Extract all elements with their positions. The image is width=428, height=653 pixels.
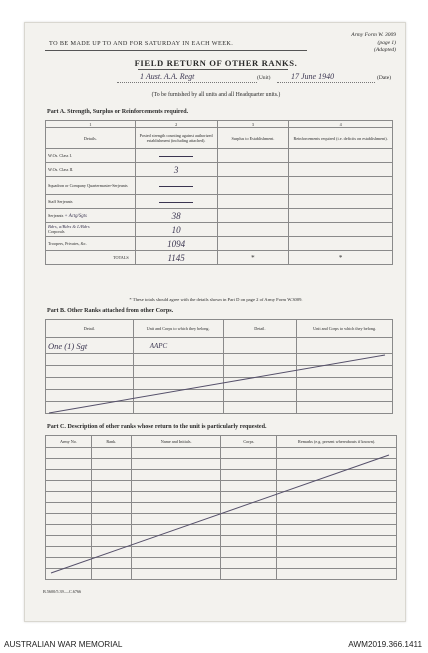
empty-cell [277, 492, 397, 503]
table-row [46, 536, 397, 547]
empty-cell [133, 354, 223, 366]
col-number: 4 [289, 121, 393, 128]
row-label: Serjeants [48, 212, 64, 218]
table-row [46, 459, 397, 470]
col-number: 2 [135, 121, 217, 128]
form-number: Army Form W. 3009 [351, 32, 396, 38]
empty-cell [223, 338, 297, 354]
empty-cell [131, 492, 221, 503]
empty-cell [91, 547, 131, 558]
empty-cell [297, 338, 393, 354]
totals-value: 1145 [135, 251, 217, 265]
empty-cell [91, 470, 131, 481]
empty-cell [289, 149, 393, 163]
table-row [46, 448, 397, 459]
empty-cell [221, 558, 277, 569]
empty-cell [91, 481, 131, 492]
empty-cell [133, 366, 223, 378]
col-header-detail: Detail. [223, 320, 297, 338]
part-c-header-row [46, 436, 397, 448]
empty-cell [91, 558, 131, 569]
part-a-heading: Part A. Strength, Surplus or Reinforcements required. [47, 109, 189, 115]
row-value: 1094 [135, 237, 217, 251]
empty-cell [221, 492, 277, 503]
empty-cell [289, 163, 393, 177]
row-value: 3 [135, 163, 217, 177]
table-row [46, 492, 397, 503]
row-value: 38 [135, 209, 217, 223]
empty-cell [277, 558, 397, 569]
empty-cell [277, 536, 397, 547]
title-underline [138, 69, 288, 70]
col-number: 3 [217, 121, 289, 128]
dash-mark [159, 156, 193, 157]
empty-cell [221, 448, 277, 459]
row-value: 10 [135, 223, 217, 237]
table-row [46, 569, 397, 580]
part-a-footnote: * These totals should agree with the details shown in Part D on page 2 of Army Form W.3009. [129, 297, 303, 302]
empty-cell [46, 514, 92, 525]
empty-cell [46, 558, 92, 569]
empty-cell [46, 547, 92, 558]
unit-value: 1 Aust. A.A. Regt [140, 72, 195, 81]
empty-cell [221, 459, 277, 470]
row-label: Staff Serjeants [46, 195, 136, 209]
row-label: Troopers, Privates, &c. [46, 237, 136, 251]
col-header-posted-strength: Posted strength counting against authorized establishment (including attached). [135, 128, 217, 149]
empty-cell [46, 492, 92, 503]
credit-accession-number: AWM2019.366.1411 [348, 640, 422, 649]
empty-cell [289, 177, 393, 195]
row-label-cell [46, 209, 136, 223]
empty-cell [133, 390, 223, 402]
col-header-remarks: Remarks (e.g. present whereabouts if known). [277, 436, 397, 448]
empty-cell [221, 547, 277, 558]
empty-cell [221, 503, 277, 514]
table-row [46, 390, 393, 402]
empty-cell [46, 390, 134, 402]
empty-cell [297, 354, 393, 366]
table-row [46, 338, 393, 354]
asterisk: * [289, 251, 393, 265]
part-a-col-numbers [46, 121, 393, 128]
col-header-surplus: Surplus to Establishment. [217, 128, 289, 149]
row-label: Corporals [48, 228, 65, 234]
date-dotted-line [277, 82, 375, 83]
empty-cell [277, 547, 397, 558]
top-note: TO BE MADE UP TO AND FOR SATURDAY IN EACH WEEK. [49, 40, 234, 47]
table-row [46, 547, 397, 558]
credit-institution: AUSTRALIAN WAR MEMORIAL [4, 640, 123, 649]
unit-label: (Unit) [257, 75, 271, 81]
col-header-detail: Detail. [46, 320, 134, 338]
empty-cell [91, 514, 131, 525]
empty-cell [221, 525, 277, 536]
part-a-header-row [46, 128, 393, 149]
empty-cell [221, 481, 277, 492]
part-a-table [45, 120, 393, 265]
row-label: Squadron or Company Quartermaster-Serjeants [46, 177, 136, 195]
empty-cell [223, 354, 297, 366]
table-row [46, 558, 397, 569]
empty-cell [221, 536, 277, 547]
table-row [46, 223, 393, 237]
empty-cell [297, 366, 393, 378]
empty-cell [131, 470, 221, 481]
table-row [46, 514, 397, 525]
form-adapted: (Adapted) [374, 47, 396, 53]
row-label-cell [46, 223, 136, 237]
form-sheet [24, 22, 406, 622]
empty-cell [221, 514, 277, 525]
table-row [46, 163, 393, 177]
totals-label: TOTALS [46, 251, 136, 265]
row-label-handwritten: + Actg/Sgts [64, 213, 87, 219]
empty-cell [91, 569, 131, 580]
col-header-rank: Rank. [91, 436, 131, 448]
empty-cell [277, 470, 397, 481]
empty-cell [46, 536, 92, 547]
empty-cell [131, 536, 221, 547]
print-code: B.5600/5.39.—C.6766 [43, 589, 82, 594]
row-value-cell [135, 149, 217, 163]
empty-cell [221, 569, 277, 580]
row-value-cell [135, 177, 217, 195]
part-b-header-row [46, 320, 393, 338]
asterisk: * [217, 251, 289, 265]
empty-cell [46, 569, 92, 580]
empty-cell [217, 195, 289, 209]
row-value-cell [135, 195, 217, 209]
empty-cell [277, 569, 397, 580]
col-header-reinforcements: Reinforcements required (i.e. deficits on establishment). [289, 128, 393, 149]
col-header-name: Name and Initials. [131, 436, 221, 448]
empty-cell [277, 514, 397, 525]
empty-cell [217, 149, 289, 163]
table-row [46, 177, 393, 195]
col-header-army-no: Army No. [46, 436, 92, 448]
empty-cell [91, 459, 131, 470]
table-row [46, 237, 393, 251]
form-number-block [351, 32, 396, 55]
table-row [46, 470, 397, 481]
empty-cell [289, 209, 393, 223]
empty-cell [277, 525, 397, 536]
col-header-unit-corps: Unit and Corps to which they belong. [297, 320, 393, 338]
empty-cell [46, 525, 92, 536]
empty-cell [223, 402, 297, 414]
empty-cell [91, 525, 131, 536]
empty-cell [46, 354, 134, 366]
empty-cell [277, 481, 397, 492]
unit-dotted-line [117, 82, 257, 83]
empty-cell [131, 514, 221, 525]
date-value: 17 June 1940 [291, 72, 335, 81]
dash-mark [159, 202, 193, 203]
empty-cell [217, 177, 289, 195]
entry-detail: One (1) Sgt [46, 338, 134, 354]
empty-cell [289, 195, 393, 209]
dash-mark [159, 186, 193, 187]
col-header-details: Details. [46, 128, 136, 149]
empty-cell [133, 378, 223, 390]
empty-cell [131, 569, 221, 580]
empty-cell [46, 402, 134, 414]
empty-cell [131, 459, 221, 470]
empty-cell [131, 503, 221, 514]
form-title: FIELD RETURN OF OTHER RANKS. [134, 58, 298, 68]
table-row [46, 525, 397, 536]
empty-cell [46, 503, 92, 514]
empty-cell [91, 448, 131, 459]
empty-cell [131, 525, 221, 536]
empty-cell [297, 390, 393, 402]
date-label: (Date) [377, 75, 392, 81]
part-b-heading: Part B. Other Ranks attached from other Corps. [47, 308, 174, 314]
empty-cell [223, 378, 297, 390]
col-header-unit-corps: Unit and Corps to which they belong. [133, 320, 223, 338]
empty-cell [217, 223, 289, 237]
table-row [46, 209, 393, 223]
empty-cell [46, 378, 134, 390]
empty-cell [217, 209, 289, 223]
form-page: (page 1) [377, 39, 396, 46]
empty-cell [131, 481, 221, 492]
empty-cell [46, 366, 134, 378]
empty-cell [46, 448, 92, 459]
empty-cell [46, 470, 92, 481]
table-row [46, 503, 397, 514]
row-label: W.Os. Class I. [46, 149, 136, 163]
totals-row [46, 251, 393, 265]
empty-cell [217, 163, 289, 177]
table-row [46, 481, 397, 492]
empty-cell [46, 459, 92, 470]
empty-cell [91, 536, 131, 547]
empty-cell [91, 492, 131, 503]
empty-cell [289, 237, 393, 251]
empty-cell [133, 402, 223, 414]
entry-unit: AAPC [133, 338, 223, 354]
row-label: W.Os. Class II. [46, 163, 136, 177]
table-row [46, 195, 393, 209]
table-row [46, 402, 393, 414]
empty-cell [131, 558, 221, 569]
empty-cell [217, 237, 289, 251]
empty-cell [277, 503, 397, 514]
table-row [46, 149, 393, 163]
furnish-note: (To be furnished by all units and all Headquarter units.) [151, 92, 281, 98]
empty-cell [131, 547, 221, 558]
empty-cell [223, 390, 297, 402]
empty-cell [277, 459, 397, 470]
empty-cell [223, 366, 297, 378]
part-c-heading: Part C. Description of other ranks whose return to the unit is particularly requested. [47, 424, 267, 430]
table-row [46, 354, 393, 366]
empty-cell [46, 481, 92, 492]
table-row [46, 378, 393, 390]
table-row [46, 366, 393, 378]
col-header-corps: Corps. [221, 436, 277, 448]
empty-cell [297, 402, 393, 414]
row-label-handwritten: Bdrs, a/Bdrs & L/Bdrs [48, 223, 90, 229]
part-b-table [45, 319, 393, 414]
empty-cell [277, 448, 397, 459]
part-c-rows [45, 447, 397, 580]
top-note-rule [45, 50, 307, 51]
empty-cell [289, 223, 393, 237]
empty-cell [131, 448, 221, 459]
empty-cell [297, 378, 393, 390]
empty-cell [221, 470, 277, 481]
empty-cell [91, 503, 131, 514]
col-number: 1 [46, 121, 136, 128]
